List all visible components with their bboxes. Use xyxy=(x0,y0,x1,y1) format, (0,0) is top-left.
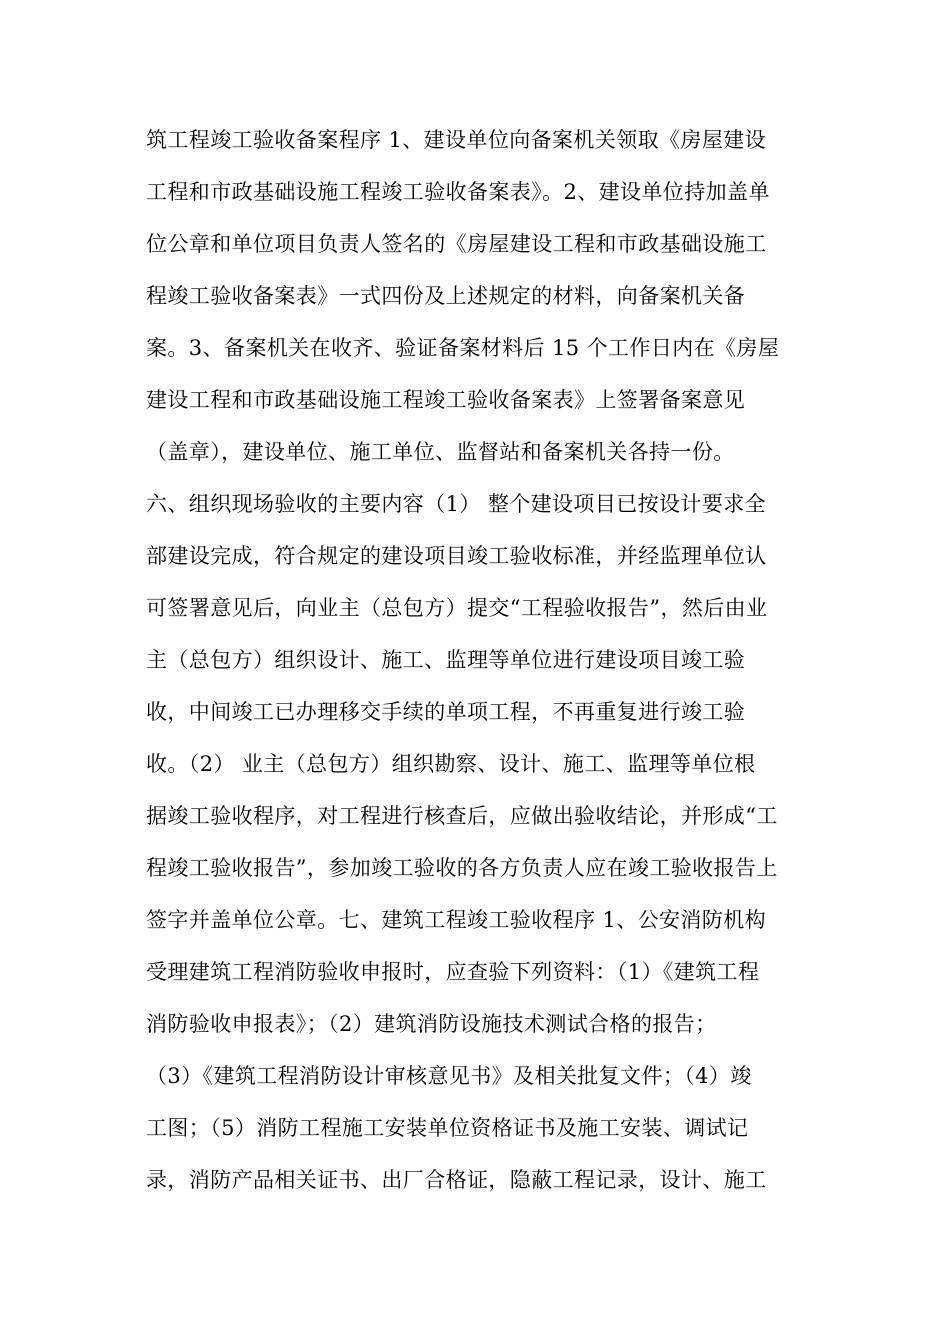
text-line: 案。3、备案机关在收齐、验证备案材料后 15 个工作日内在《房屋 xyxy=(146,336,780,360)
text-line: 消防验收申报表》；（2）建筑消防设施技术测试合格的报告； xyxy=(146,1012,717,1036)
text-line: 收。（2） 业主（总包方）组织勘察、设计、施工、监理等单位根 xyxy=(146,752,756,776)
text-line: （3）《建筑工程消防设计审核意见书》及相关批复文件；（4）竣 xyxy=(146,1064,752,1088)
text-line: 可签署意见后，向业主（总包方）提交“工程验收报告”，然后由业 xyxy=(146,596,768,620)
body-text xyxy=(146,114,826,1206)
text-line: 签字并盖单位公章。七、建筑工程竣工验收程序 1、公安消防机构 xyxy=(146,908,767,932)
text-line: 六、组织现场验收的主要内容（1） 整个建设项目已按设计要求全 xyxy=(146,492,767,516)
text-line: 收，中间竣工已办理移交手续的单项工程，不再重复进行竣工验 xyxy=(146,700,746,724)
text-line: 位公章和单位项目负责人签名的《房屋建设工程和市政基础设施工 xyxy=(146,232,767,256)
text-line: 工程和市政基础设施工程竣工验收备案表》。2、建设单位持加盖单 xyxy=(146,180,770,204)
text-line: 主（总包方）组织设计、施工、监理等单位进行建设项目竣工验 xyxy=(146,648,746,672)
text-line: 工图；（5）消防工程施工安装单位资格证书及施工安装、调试记 xyxy=(146,1116,749,1140)
text-line: 筑工程竣工验收备案程序 1、建设单位向备案机关领取《房屋建设 xyxy=(146,128,767,152)
text-line: 程竣工验收备案表》一式四份及上述规定的材料，向备案机关备 xyxy=(146,284,746,308)
text-line: 受理建筑工程消防验收申报时，应查验下列资料：（1）《建筑工程 xyxy=(146,960,760,984)
text-line: 部建设完成，符合规定的建设项目竣工验收标准，并经监理单位认 xyxy=(146,544,767,568)
text-line: 据竣工验收程序，对工程进行核查后，应做出验收结论，并形成“工 xyxy=(146,804,778,828)
text-line: （盖章），建设单位、施工单位、监督站和备案机关各持一份。 xyxy=(146,440,735,464)
text-line: 程竣工验收报告”，参加竣工验收的各方负责人应在竣工验收报告上 xyxy=(146,856,778,880)
text-line: 建设工程和市政基础设施工程竣工验收备案表》上签署备案意见 xyxy=(146,388,746,412)
text-line: 录，消防产品相关证书、出厂合格证，隐蔽工程记录，设计、施工 xyxy=(146,1168,767,1192)
